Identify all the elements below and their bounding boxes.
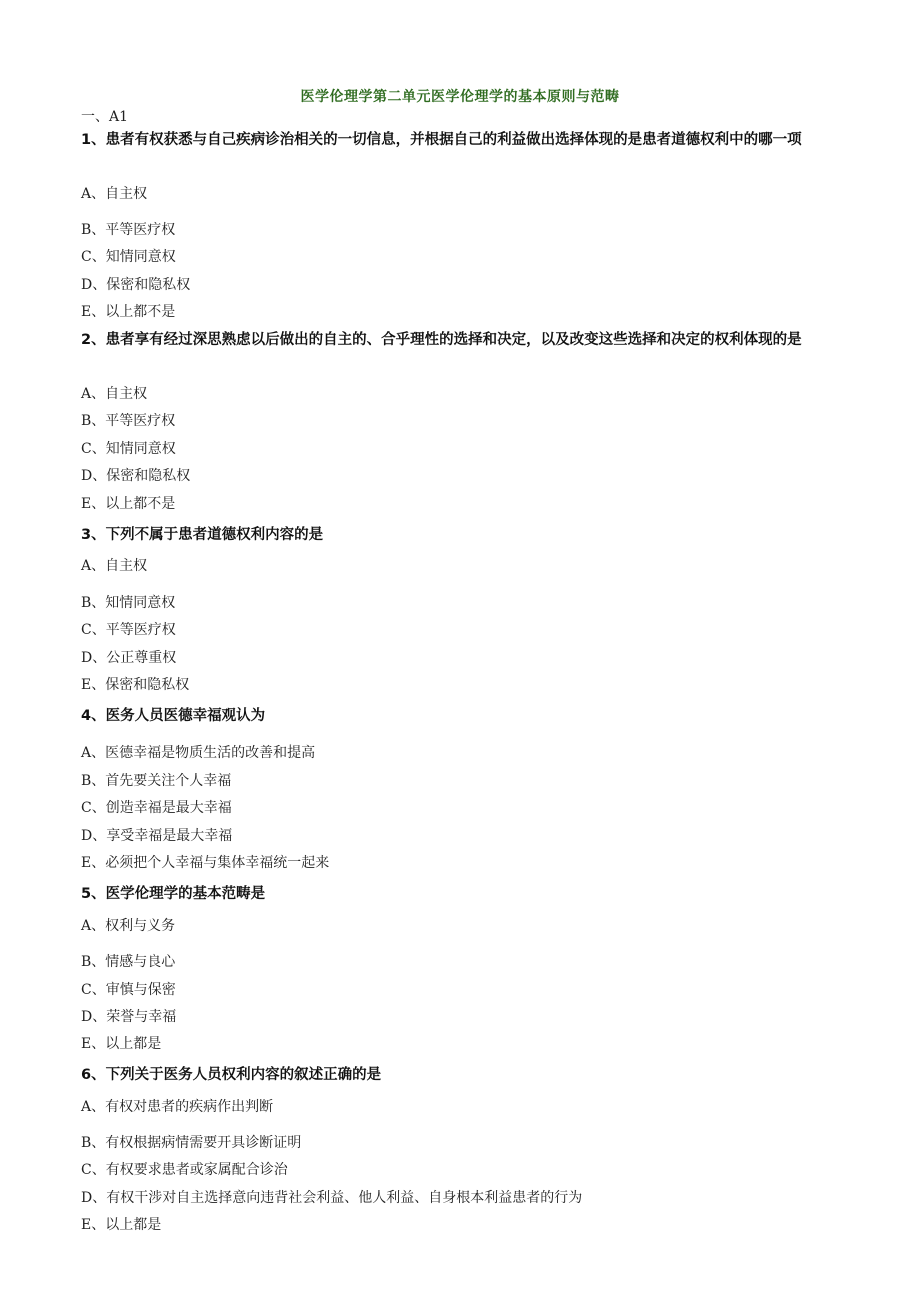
question-1: 1、患者有权获悉与自己疾病诊治相关的一切信息，并根据自己的利益做出选择体现的是患者道德权利中的哪一项	[81, 132, 802, 148]
question-4-option-c: C、创造幸福是最大幸福	[81, 800, 232, 816]
question-6-option-e: E、以上都是	[81, 1217, 162, 1233]
question-6: 6、下列关于医务人员权利内容的叙述正确的是	[81, 1067, 382, 1083]
section-heading: 一、A1	[81, 109, 129, 125]
question-4: 4、医务人员医德幸福观认为	[81, 708, 266, 724]
question-2: 2、患者享有经过深思熟虑以后做出的自主的、合乎理性的选择和决定，以及改变这些选择和决定的权利体现的是	[81, 332, 802, 348]
question-4-option-b: B、首先要关注个人幸福	[81, 773, 232, 789]
question-1-option-b: B、平等医疗权	[81, 222, 176, 238]
question-6-option-a: A、有权对患者的疾病作出判断	[81, 1099, 274, 1115]
question-2-option-a: A、自主权	[81, 386, 148, 402]
question-5-option-a: A、权利与义务	[81, 918, 176, 934]
question-5: 5、医学伦理学的基本范畴是	[81, 886, 266, 902]
question-5-option-b: B、情感与良心	[81, 954, 176, 970]
question-6-option-d: D、有权干涉对自主选择意向违背社会利益、他人利益、自身根本利益患者的行为	[81, 1190, 583, 1206]
question-5-option-c: C、审慎与保密	[81, 982, 176, 998]
question-1-option-c: C、知情同意权	[81, 249, 176, 265]
question-6-option-b: B、有权根据病情需要开具诊断证明	[81, 1135, 302, 1151]
document-title: 医学伦理学第二单元医学伦理学的基本原则与范畴	[300, 89, 620, 105]
question-3: 3、下列不属于患者道德权利内容的是	[81, 527, 324, 543]
question-2-option-b: B、平等医疗权	[81, 413, 176, 429]
question-1-option-d: D、保密和隐私权	[81, 277, 191, 293]
question-3-option-e: E、保密和隐私权	[81, 677, 190, 693]
question-5-option-e: E、以上都是	[81, 1036, 162, 1052]
question-3-option-c: C、平等医疗权	[81, 622, 176, 638]
question-2-option-d: D、保密和隐私权	[81, 468, 191, 484]
question-3-option-a: A、自主权	[81, 558, 148, 574]
question-4-option-a: A、医德幸福是物质生活的改善和提高	[81, 745, 316, 761]
question-2-option-e: E、以上都不是	[81, 496, 176, 512]
question-2-option-c: C、知情同意权	[81, 441, 176, 457]
question-3-option-d: D、公正尊重权	[81, 650, 177, 666]
question-3-option-b: B、知情同意权	[81, 595, 176, 611]
question-5-option-d: D、荣誉与幸福	[81, 1009, 177, 1025]
question-4-option-e: E、必须把个人幸福与集体幸福统一起来	[81, 855, 330, 871]
question-4-option-d: D、享受幸福是最大幸福	[81, 828, 233, 844]
question-1-option-e: E、以上都不是	[81, 304, 176, 320]
question-1-option-a: A、自主权	[81, 186, 148, 202]
question-6-option-c: C、有权要求患者或家属配合诊治	[81, 1162, 288, 1178]
